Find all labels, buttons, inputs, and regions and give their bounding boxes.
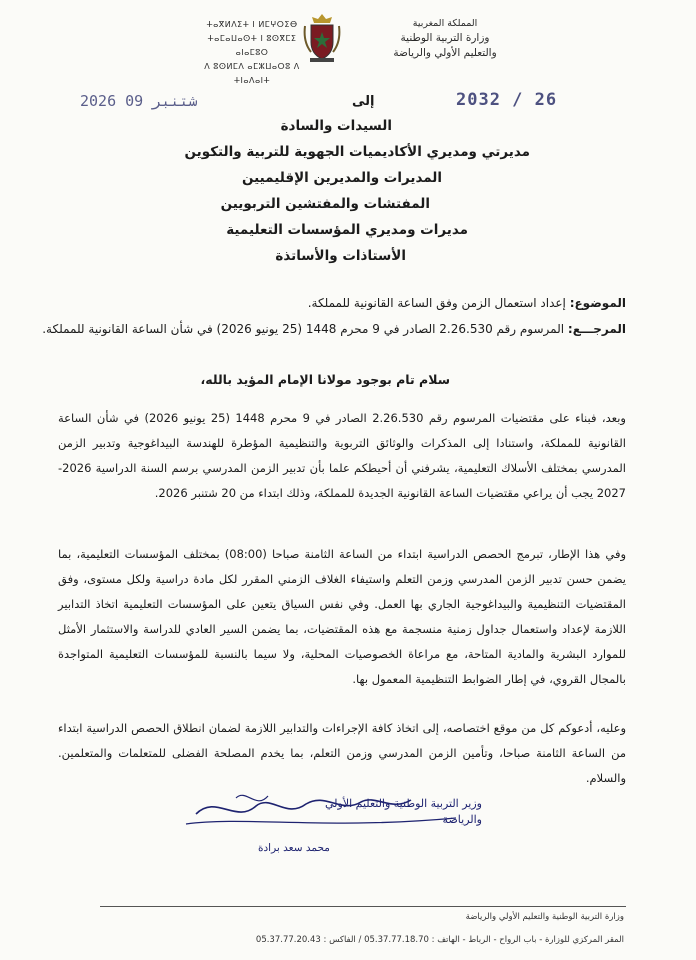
coat-of-arms-emblem	[302, 12, 342, 64]
footer-ministry	[466, 911, 624, 923]
footer-address: المقر المركزي للوزارة - باب الرواح - الرباط - الهاتف : 05.37.77.18.70 / الفاكس : 05.37.77.20.43	[255, 935, 624, 945]
letterhead-tifinagh-2: ⵜⴰⵎⴰⵡⴰⵙⵜ ⵏ ⵓⵙⴳⵎⵉ ⴰⵏⴰⵎⵓⵔ	[207, 34, 297, 57]
letterhead-kingdom: المملكة المغربية	[412, 18, 478, 29]
letterhead-ministry: وزارة التربية الوطنية	[400, 32, 490, 44]
reference-text: المرسوم رقم 2.26.530 الصادر في 9 محرم 1448 (25 يونيو 2026) في شأن الساعة القانونية للمملكة.	[42, 322, 568, 336]
reference-line	[42, 322, 626, 336]
subject-line	[308, 296, 626, 310]
addressee-line: مديرتي ومديري الأكاديميات الجهوية للتربية والتكوين	[184, 144, 530, 160]
letterhead-tifinagh-1: ⵜⴰⴳⵍⴷⵉⵜ ⵏ ⵍⵎⵖⵔⵉⴱ	[206, 20, 298, 29]
footer-divider	[100, 906, 626, 907]
handwritten-signature	[176, 784, 476, 834]
letterhead-arabic	[370, 16, 520, 61]
signatory-title-line: والرياضة	[442, 813, 482, 826]
addressee-line: المديرات والمديرين الإقليميين	[242, 170, 442, 186]
addressee-line: السيدات والسادة	[280, 118, 392, 134]
letterhead-tifinagh-3: ⴷ ⵓⵙⵍⵎⴷ ⴰⵎⵣⵡⴰⵔⵓ ⴷ ⵜⵏⴰⴷⴰⵏⵜ	[204, 62, 300, 85]
addressee-line: الأستاذات والأساتذة	[275, 248, 406, 264]
footer-ministry-line: وزارة التربية الوطنية والتعليم الأولي والرياضة	[465, 912, 624, 922]
body-paragraph: وفي هذا الإطار، تبرمج الحصص الدراسية ابتداء من الساعة الثامنة صباحا (08:00) بمختلف المؤسسات التعليمية، بما يضمن حسن تدبير الزمن المدرسي وزمن التعلم واستيفاء الغلاف الزمني المقرر لكل مادة دراسية ولكل مستوى، وفق المقتضيات التنظيمية والبيداغوجية الجاري بها العمل. وفي نفس السياق يتعين على المؤسسات التعليمية اتخاذ التدابير اللازمة لإعداد واستعمال جداول زمنية منسجمة مع هذه المقتضيات، بما يضمن السير العادي للدراسة والاستثمار الأمثل للموارد البشرية والمادية المتاحة، مع مراعاة الخصوصيات المحلية، ولا سيما بالنسبة للمؤسسات التعليمية المتواجدة بالمجال القروي، في إطار الضوابط التنظيمية المعمول بها.	[58, 547, 626, 686]
body-paragraph: وبعد، فبناء على مقتضيات المرسوم رقم 2.26.530 الصادر في 9 محرم 1448 (25 يونيو 2026) في شأن الساعة القانونية للمملكة، واستنادا إلى المذكرات والوثائق التربوية والتنظيمية المؤطرة للهندسة البيداغوجية وتدبير الزمن المدرسي بمختلف الأسلاك التعليمية، يشرفني أن أحيطكم علما بأن تدبير الزمن المدرسي برسم السنة الدراسية 2026-2027 يجب أن يراعي مقتضيات الساعة القانونية الجديدة للمملكة، وذلك ابتداء من 20 شتنبر 2026.	[58, 411, 626, 500]
subject-text: إعداد استعمال الزمن وفق الساعة القانونية للمملكة.	[307, 296, 570, 310]
to-label: إلى	[352, 94, 375, 109]
addressee-line: المفتشات والمفتشين التربويين	[220, 196, 430, 212]
reference-label: المرجـــع:	[567, 322, 626, 336]
reference-number-stamp: 2032 / 26	[456, 90, 558, 110]
letterhead-tifinagh	[196, 18, 308, 88]
signatory-name: محمد سعد برادة	[258, 842, 330, 854]
date-stamp: 2026 شتنبر 09	[80, 92, 198, 110]
body-paragraph: وعليه، أدعوكم كل من موقع اختصاصه، إلى اتخاذ كافة الإجراءات والتدابير اللازمة لضمان انطلاق الحصص الدراسية ابتداء من الساعة الثامنة صباحا، وتأمين الزمن المدرسي وزمن التعلم، بما يخدم المصلحة الفضلى للمتعلمات والمتعلمين. والسلام.	[58, 721, 626, 785]
addressee-line: مديرات ومديري المؤسسات التعليمية	[226, 222, 468, 238]
subject-label: الموضوع:	[569, 296, 626, 310]
signatory-title-line: وزير التربية الوطنية والتعليم الأولي	[325, 797, 482, 810]
letterhead-ministry-2: والتعليم الأولي والرياضة	[393, 47, 497, 59]
salutation: سلام تام بوجود مولانا الإمام المؤيد بالله،	[200, 372, 450, 387]
